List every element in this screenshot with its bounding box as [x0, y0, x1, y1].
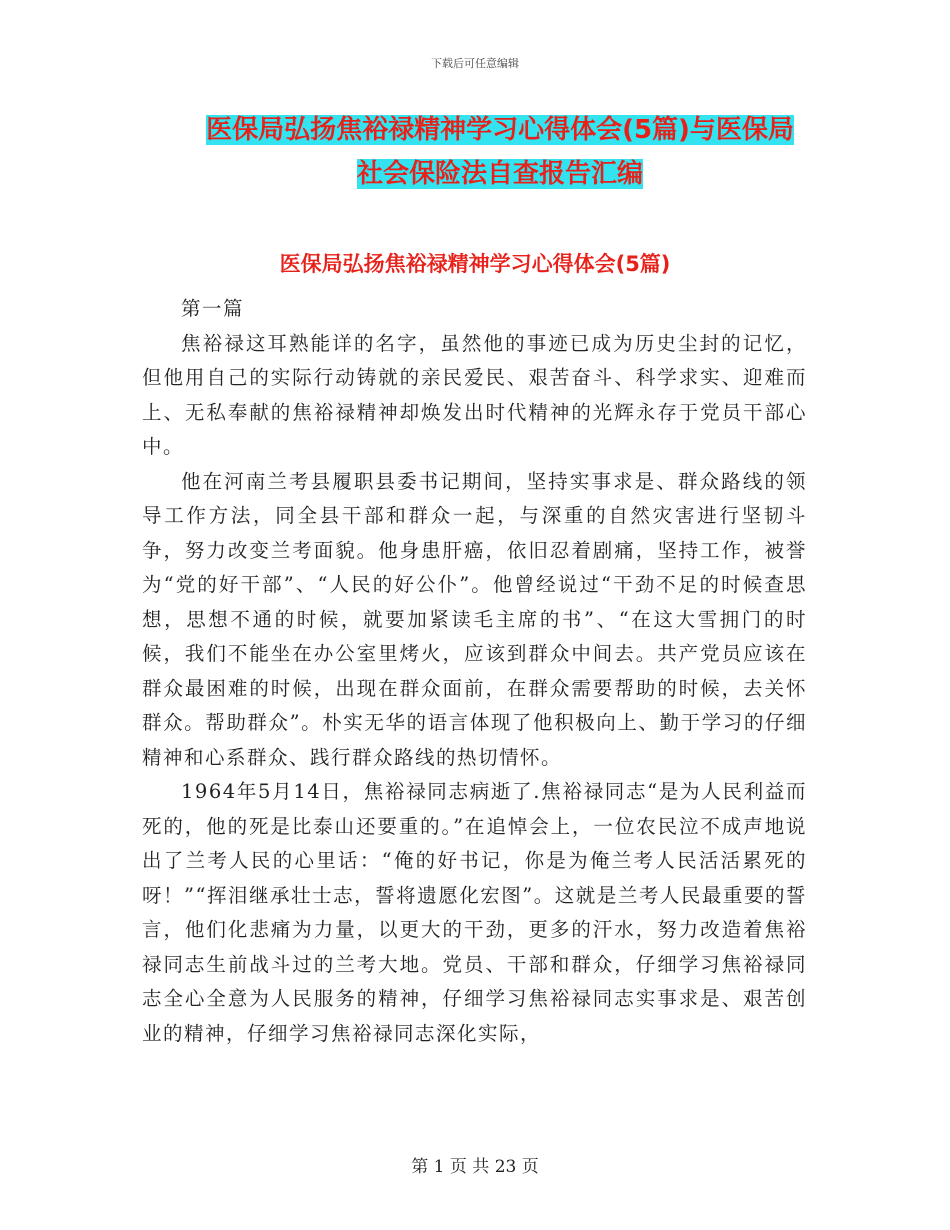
document-title — [140, 108, 860, 196]
document-title-line1: 医保局弘扬焦裕禄精神学习心得体会(5篇)与医保局 — [206, 115, 794, 145]
part-label: 第一篇 — [181, 297, 245, 320]
page-footer: 第 1 页 共 23 页 — [411, 1157, 539, 1177]
page-header-note: 下载后可任意编辑 — [431, 57, 519, 70]
document-title-line2: 社会保险法自查报告汇编 — [356, 159, 643, 189]
section-title: 医保局弘扬焦裕禄精神学习心得体会(5篇) — [279, 252, 671, 276]
paragraph: 焦裕禄这耳熟能详的名字，虽然他的事迹已成为历史尘封的记忆，但他用自己的实际行动铸就的亲民爱民、艰苦奋斗、科学求实、迎难而上、无私奉献的焦裕禄精神却焕发出时代精神的光辉永存于党员干部心中。 — [142, 331, 807, 458]
paragraph: 1964年5月14日，焦裕禄同志病逝了.焦裕禄同志“是为人民利益而死的，他的死是比泰山还要重的。”在追悼会上，一位农民泣不成声地说出了兰考人民的心里话：“俺的好书记，你是为俺兰考人民活活累死的呀！”“挥泪继承壮士志，誓将遗愿化宏图”。这就是兰考人民最重要的誓言，他们化悲痛为力量，以更大的干劲，更多的汗水，努力改造着焦裕禄同志生前战斗过的兰考大地。党员、干部和群众，仔细学习焦裕禄同志全心全意为人民服务的精神，仔细学习焦裕禄同志实事求是、艰苦创业的精神，仔细学习焦裕禄同志深化实际， — [142, 780, 807, 1045]
paragraph: 他在河南兰考县履职县委书记期间，坚持实事求是、群众路线的领导工作方法，同全县干部和群众一起，与深重的自然灾害进行坚韧斗争，努力改变兰考面貌。他身患肝癌，依旧忍着剧痛，坚持工作，被誉为“党的好干部”、“人民的好公仆”。他曾经说过“干劲不足的时候查思想，思想不通的时候，就要加紧读毛主席的书”、“在这大雪拥门的时候，我们不能坐在办公室里烤火，应该到群众中间去。共产党员应该在群众最困难的时候，出现在群众面前，在群众需要帮助的时候，去关怀群众。帮助群众”。朴实无华的语言体现了他积极向上、勤于学习的仔细精神和心系群众、践行群众路线的热切情怀。 — [142, 469, 807, 769]
document-body — [142, 292, 807, 1051]
